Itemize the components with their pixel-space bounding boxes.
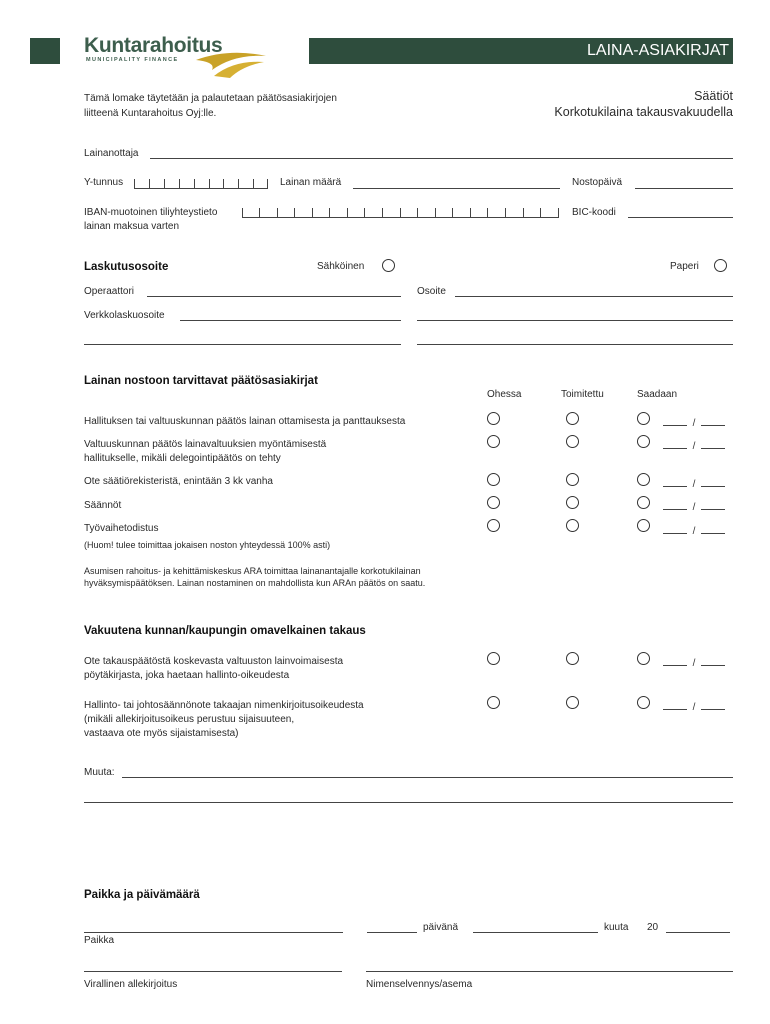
bic-input[interactable]: [628, 217, 733, 218]
guarantee-1-delivered-radio[interactable]: [566, 652, 579, 665]
doc-3-attached-radio[interactable]: [487, 473, 500, 486]
signature-section-title: Paikka ja päivämäärä: [84, 889, 200, 901]
day-input[interactable]: [367, 932, 417, 933]
year-prefix-label: 20: [647, 922, 659, 933]
guarantee-2-attached-radio[interactable]: [487, 696, 500, 709]
borrower-input[interactable]: [150, 158, 733, 159]
e-invoice-address-label: Verkkolaskuosoite: [84, 310, 165, 321]
title-bar: [309, 38, 733, 64]
doc-5-attached-radio[interactable]: [487, 519, 500, 532]
document-item-2-line-1: Valtuuskunnan päätös lainavaltuuksien myöntämisestä: [84, 439, 327, 450]
column-header-delivered: Toimitettu: [561, 389, 604, 400]
billing-extra-input-left[interactable]: [84, 344, 401, 345]
doc-5-to-come-radio[interactable]: [637, 519, 650, 532]
iban-label-line-2: lainan maksua varten: [84, 221, 180, 232]
brand-block: [30, 38, 60, 64]
iban-label-line-1: IBAN-muotoinen tiliyhteystieto: [84, 207, 218, 218]
document-item-5-note: (Huom! tulee toimittaa jokaisen noston yhteydessä 100% asti): [84, 540, 331, 550]
guarantee-item-2-line-2: (mikäli allekirjoitusoikeus perustuu sijaisuuteen,: [84, 714, 295, 725]
doc-2-attached-radio[interactable]: [487, 435, 500, 448]
guarantee-2-date-input[interactable]: /: [663, 701, 725, 714]
guarantee-item-2-line-3: vastaava ote myös sijaistamisesta): [84, 728, 239, 739]
other-label: Muuta:: [84, 767, 115, 778]
guarantee-section-title: Vakuutena kunnan/kaupungin omavelkainen takaus: [84, 625, 366, 637]
place-label: Paikka: [84, 935, 115, 946]
logo-swoosh-icon: [194, 50, 269, 80]
document-item-3: Ote säätiörekisteristä, enintään 3 kk vanha: [84, 476, 273, 487]
documents-section-title: Lainan nostoon tarvittavat päätösasiakirjat: [84, 375, 318, 387]
doc-5-delivered-radio[interactable]: [566, 519, 579, 532]
iban-input[interactable]: [242, 208, 559, 218]
guarantee-item-1-line-1: Ote takauspäätöstä koskevasta valtuuston lainvoimaisesta: [84, 656, 344, 667]
guarantee-item-2-line-1: Hallinto- tai johtosäännönote takaajan nimenkirjoitusoikeudesta: [84, 700, 364, 711]
company-logo: [84, 34, 264, 82]
doc-3-date-input[interactable]: /: [663, 478, 725, 491]
guarantee-2-delivered-radio[interactable]: [566, 696, 579, 709]
draw-date-label: Nostopäivä: [572, 177, 623, 188]
loan-amount-input[interactable]: [353, 188, 560, 189]
other-input[interactable]: [122, 777, 733, 778]
billing-title: Laskutusosoite: [84, 261, 169, 273]
other-input-line-2[interactable]: [84, 802, 733, 803]
doc-2-delivered-radio[interactable]: [566, 435, 579, 448]
doc-1-delivered-radio[interactable]: [566, 412, 579, 425]
month-input[interactable]: [473, 932, 598, 933]
doc-5-date-input[interactable]: /: [663, 525, 725, 538]
doc-2-date-input[interactable]: /: [663, 440, 725, 453]
doc-1-attached-radio[interactable]: [487, 412, 500, 425]
doc-2-to-come-radio[interactable]: [637, 435, 650, 448]
billing-extra-input-right[interactable]: [417, 344, 733, 345]
loan-amount-label: Lainan määrä: [280, 177, 342, 188]
doc-3-to-come-radio[interactable]: [637, 473, 650, 486]
page-title: LAINA-ASIAKIRJAT: [587, 42, 729, 59]
address-label: Osoite: [417, 286, 446, 297]
guarantee-1-to-come-radio[interactable]: [637, 652, 650, 665]
official-signature-label: Virallinen allekirjoitus: [84, 979, 178, 990]
doc-3-delivered-radio[interactable]: [566, 473, 579, 486]
electronic-label: Sähköinen: [317, 261, 365, 272]
month-suffix-label: kuuta: [604, 922, 629, 933]
guarantee-item-1-line-2: pöytäkirjasta, joka haetaan hallinto-oikeudesta: [84, 670, 290, 681]
place-input[interactable]: [84, 932, 343, 933]
document-item-4: Säännöt: [84, 500, 122, 511]
ara-note-line-1: Asumisen rahoitus- ja kehittämiskeskus ARA toimittaa lainanantajalle korkotukilainan: [84, 566, 421, 576]
doc-4-date-input[interactable]: /: [663, 501, 725, 514]
guarantee-1-date-input[interactable]: /: [663, 657, 725, 670]
bic-label: BIC-koodi: [572, 207, 616, 218]
document-item-1: Hallituksen tai valtuuskunnan päätös lainan ottamisesta ja panttauksesta: [84, 416, 406, 427]
doc-4-delivered-radio[interactable]: [566, 496, 579, 509]
intro-line-1: Tämä lomake täytetään ja palautetaan päätösasiakirjojen: [84, 93, 337, 104]
document-item-2-line-2: hallitukselle, mikäli delegointipäätös on tehty: [84, 453, 281, 464]
logo-tagline: MUNICIPALITY FINANCE: [86, 57, 179, 63]
business-id-input[interactable]: [134, 179, 268, 189]
guarantee-2-to-come-radio[interactable]: [637, 696, 650, 709]
column-header-attached: Ohessa: [487, 389, 522, 400]
e-invoice-address-input[interactable]: [180, 320, 401, 321]
doc-1-date-input[interactable]: /: [663, 417, 725, 430]
paper-label: Paperi: [670, 261, 699, 272]
electronic-radio[interactable]: [382, 259, 395, 272]
guarantee-1-attached-radio[interactable]: [487, 652, 500, 665]
document-item-5: Työvaihetodistus: [84, 523, 159, 534]
business-id-label: Y-tunnus: [84, 177, 124, 188]
ara-note-line-2: hyväksymispäätöksen. Lainan nostaminen on mahdollista kun ARAn päätös on saatu.: [84, 578, 426, 588]
borrower-label: Lainanottaja: [84, 148, 139, 159]
name-clarification-label: Nimenselvennys/asema: [366, 979, 473, 990]
doc-4-attached-radio[interactable]: [487, 496, 500, 509]
doc-type-line-2: Korkotukilaina takausvakuudella: [554, 105, 733, 119]
doc-type-line-1: Säätiöt: [694, 89, 733, 103]
official-signature-input[interactable]: [84, 971, 342, 972]
year-input[interactable]: [666, 932, 730, 933]
operator-input[interactable]: [147, 296, 401, 297]
draw-date-input[interactable]: [635, 188, 733, 189]
doc-1-to-come-radio[interactable]: [637, 412, 650, 425]
doc-4-to-come-radio[interactable]: [637, 496, 650, 509]
name-clarification-input[interactable]: [366, 971, 733, 972]
logo-wordmark: Kuntarahoitus: [84, 34, 223, 57]
address-input-line-2[interactable]: [417, 320, 733, 321]
address-input[interactable]: [455, 296, 733, 297]
day-suffix-label: päivänä: [423, 922, 459, 933]
column-header-to-come: Saadaan: [637, 389, 678, 400]
operator-label: Operaattori: [84, 286, 135, 297]
intro-line-2: liitteenä Kuntarahoitus Oyj:lle.: [84, 108, 217, 119]
paper-radio[interactable]: [714, 259, 727, 272]
